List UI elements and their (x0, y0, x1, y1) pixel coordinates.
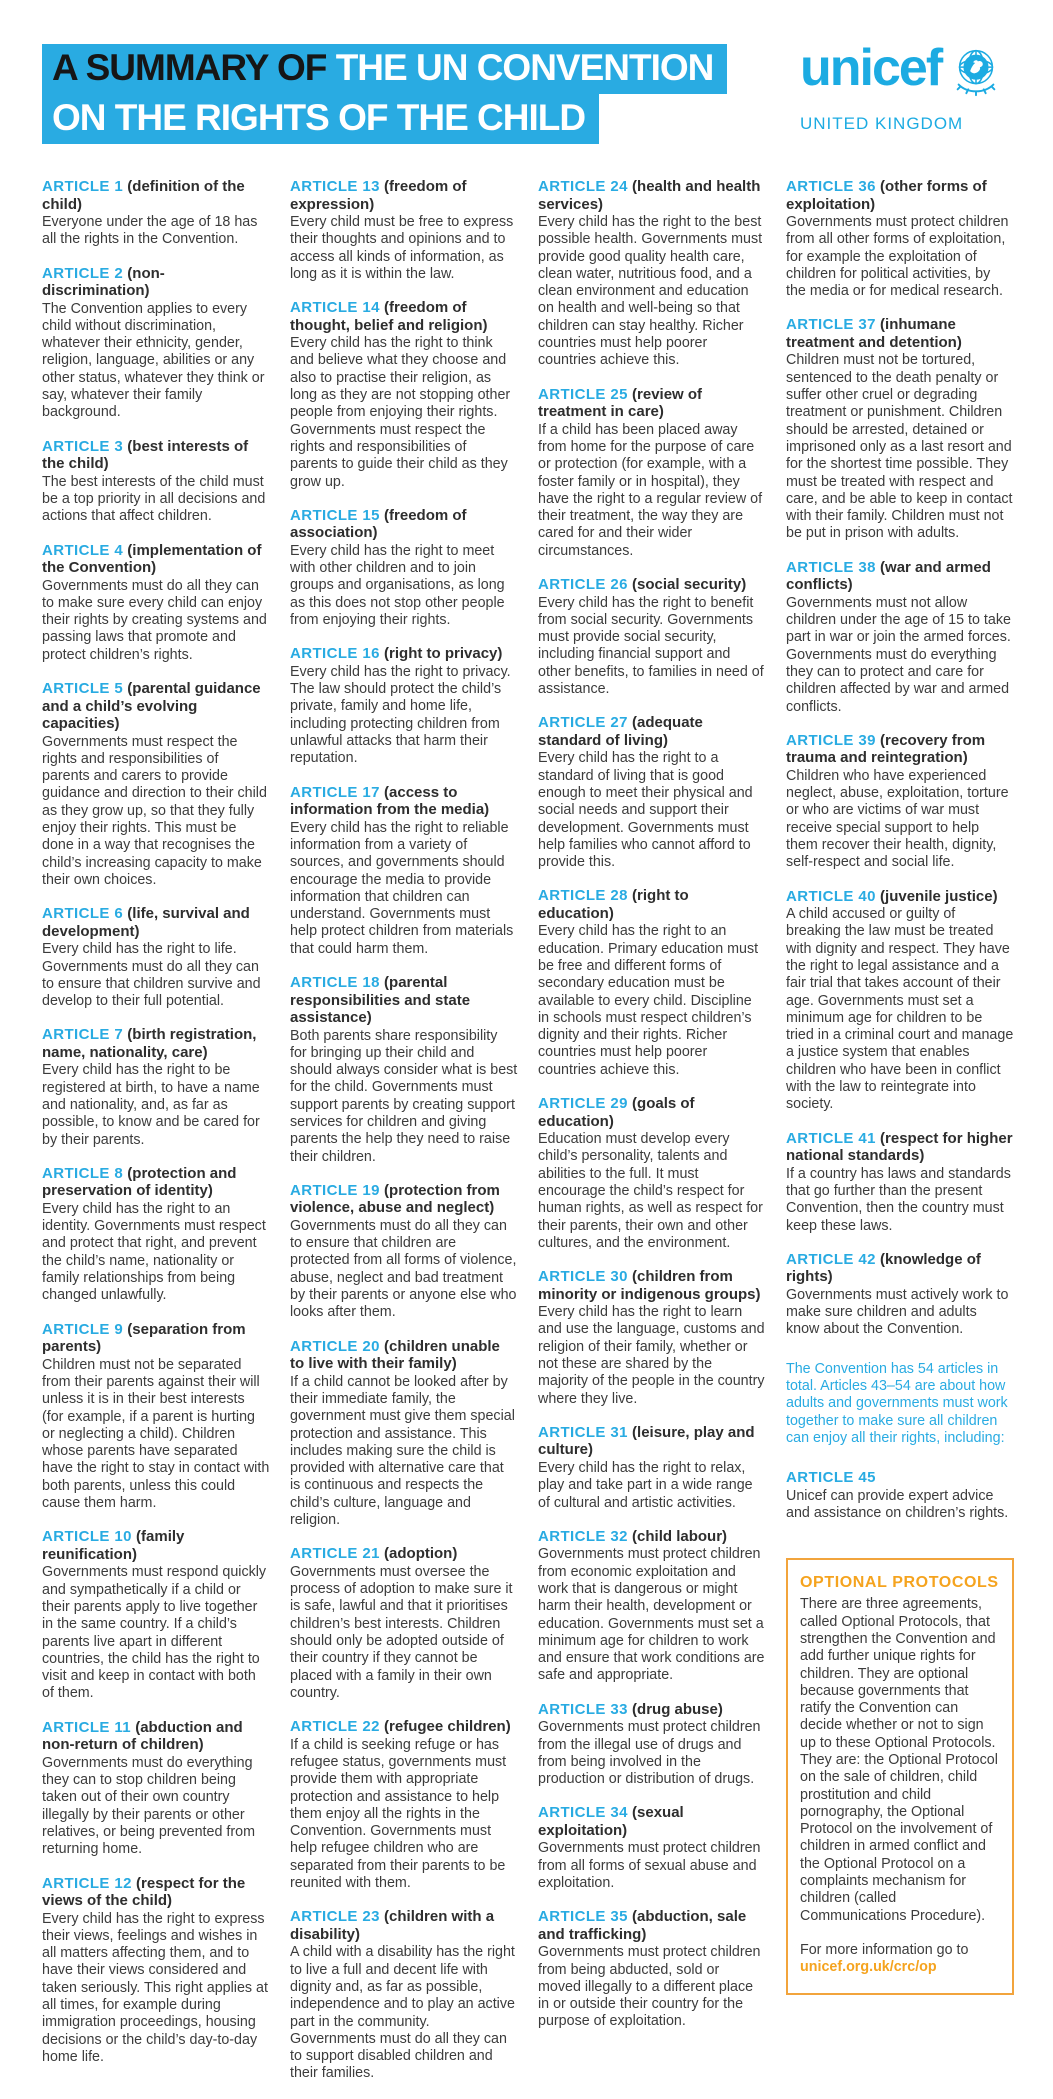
article-body: Every child has the right to life. Governments must do all they can to ensure that children survive and develop to their full potential. (42, 941, 261, 1010)
article-title: (review of treatment in care) (538, 385, 703, 421)
article-heading (538, 1701, 766, 1719)
article-heading (42, 1719, 270, 1754)
article-number: ARTICLE 38 (786, 558, 876, 576)
article-number: ARTICLE 25 (538, 385, 628, 403)
article-number: ARTICLE 1 (42, 178, 124, 195)
column-1 (42, 178, 270, 2099)
article-body: Governments must oversee the process of adoption to make sure it is safe, lawful and that it prioritises children’s best interests. Children should only be adopted outside of their country if they cannot be placed with a family in their own country. (290, 1563, 513, 1701)
article-heading (42, 1026, 270, 1061)
article-title: (life, survival and development) (42, 905, 250, 940)
article-1 (42, 178, 270, 249)
article-heading (290, 1545, 518, 1563)
article-number: ARTICLE 31 (538, 1423, 628, 1441)
article-number: ARTICLE 13 (290, 178, 380, 195)
article-number: ARTICLE 2 (42, 264, 124, 282)
article-title: (access to information from the media) (290, 783, 490, 819)
article-5 (42, 680, 270, 889)
article-body: Children who have experienced neglect, abuse, exploitation, torture or who are victims of war must receive special support to help them recover their health, dignity, self-respect and social life. (786, 767, 1009, 871)
article-38 (786, 559, 1014, 716)
article-number: ARTICLE 28 (538, 887, 628, 905)
article-heading (42, 1321, 270, 1356)
article-22 (290, 1718, 518, 1892)
title-line-1 (42, 44, 727, 94)
article-13 (290, 178, 518, 283)
article-heading (538, 887, 766, 922)
article-heading (538, 714, 766, 749)
article-body: Education must develop every child’s personality, talents and abilities to the full. It must encourage the child’s respect for human rights, as well as respect for their parents, their own and other cultures, and the environment. (538, 1131, 763, 1251)
article-body: Governments must respect the rights and responsibilities of parents and carers to provide guidance and direction to their child as they grow up, so that they fully enjoy their rights. This must be done in a way that recognises the child’s increasing capacity to make their own choices. (42, 733, 267, 888)
article-17 (290, 784, 518, 958)
article-heading (290, 974, 518, 1027)
title-line-2 (42, 94, 599, 144)
article-25 (538, 386, 766, 560)
article-heading (290, 1718, 518, 1736)
article-title: (abduction and non-return of children) (42, 1718, 243, 1754)
article-title: (sexual exploitation) (538, 1804, 684, 1839)
unicef-wordmark: unicef (800, 39, 942, 97)
article-heading (538, 1528, 766, 1546)
article-number: ARTICLE 29 (538, 1095, 628, 1113)
article-title: (drug abuse) (632, 1700, 723, 1718)
article-number: ARTICLE 5 (42, 680, 124, 698)
optional-protocols-body: There are three agreements, called Optional Protocols, that strengthen the Convention and add further unique rights for children. They are optional because governments that ratify the Convention can decide whether or not to sign up to these Optional Protocols. They are: the Optional Protocol on the sale of children, child prostitution and child pornography, the Optional Protocol on the involvement of children in armed conflict and the Optional Protocol on a complaints mechanism for children (called Communications Procedure). (800, 1596, 998, 1924)
article-title: (child labour) (632, 1527, 728, 1545)
article-42 (786, 1251, 1014, 1339)
article-number: ARTICLE 9 (42, 1320, 124, 1338)
article-heading (786, 888, 1014, 906)
article-body: If a country has laws and standards that go further than the present Convention, then the country must keep these laws. (786, 1165, 1011, 1234)
article-body: Every child has the right to be registered at birth, to have a name and nationality, and, as far as possible, to know and be cared for by their parents. (42, 1062, 260, 1148)
article-number: ARTICLE 30 (538, 1268, 628, 1286)
article-number: ARTICLE 21 (290, 1545, 380, 1563)
optional-protocols-box (786, 1558, 1014, 1994)
article-title: (children from minority or indigenous groups) (538, 1268, 761, 1303)
article-6 (42, 905, 270, 1010)
article-title: (family reunification) (42, 1528, 185, 1563)
article-number: ARTICLE 10 (42, 1528, 132, 1546)
article-41 (786, 1130, 1014, 1235)
article-number: ARTICLE 22 (290, 1718, 380, 1736)
article-29 (538, 1095, 766, 1252)
article-body: Governments must do all they can to ensure that children are protected from all forms of violence, abuse, neglect and bad treatment by their parents or anyone else who looks after them. (290, 1217, 517, 1321)
article-body: Every child has the right to relax, play and take part in a wide range of cultural and artistic activities. (538, 1459, 753, 1511)
article-number: ARTICLE 33 (538, 1700, 628, 1718)
article-heading (538, 1424, 766, 1459)
article-number: ARTICLE 17 (290, 783, 380, 801)
article-title: (social security) (632, 576, 747, 594)
article-heading (290, 299, 518, 334)
article-31 (538, 1424, 766, 1512)
article-heading (786, 178, 1014, 213)
article-11 (42, 1719, 270, 1859)
article-number: ARTICLE 11 (42, 1718, 132, 1736)
article-body: Everyone under the age of 18 has all the rights in the Convention. (42, 214, 258, 248)
article-title: (goals of education) (538, 1095, 695, 1130)
article-34 (538, 1804, 766, 1892)
column-2 (290, 178, 518, 2099)
article-title: (non-discrimination) (42, 264, 165, 300)
article-body: If a child cannot be looked after by their immediate family, the government must give them special protection and assistance. This includes making sure the child is provided with alternative care that is continuous and respects the child’s culture, language and religion. (290, 1373, 515, 1529)
article-body: Every child has the right to an identity. Governments must respect and protect that right, and prevent the child’s name, nationality or family relationships from being changed unlawfully. (42, 1200, 266, 1304)
article-title: (adequate standard of living) (538, 714, 703, 749)
article-heading (42, 542, 270, 577)
article-heading (42, 680, 270, 733)
article-4 (42, 542, 270, 664)
article-number: ARTICLE 15 (290, 506, 380, 524)
article-body: Every child has the right to express their views, feelings and wishes in all matters affecting them, and to have their views considered and taken seriously. This right applies at all times, for example during immigration proceedings, housing decisions or the child’s day-to-day home life. (42, 1910, 268, 2065)
article-36 (786, 178, 1014, 300)
article-45 (786, 1469, 1014, 1522)
article-number: ARTICLE 4 (42, 541, 124, 559)
article-32 (538, 1528, 766, 1685)
article-number: ARTICLE 45 (786, 1469, 876, 1487)
article-33 (538, 1701, 766, 1789)
article-body: Governments must do everything they can to stop children being taken out of their own country illegally by their parents or other relatives, or being prevented from returning home. (42, 1754, 255, 1858)
article-number: ARTICLE 42 (786, 1250, 876, 1268)
unicef-emblem-icon (947, 42, 1005, 100)
article-21 (290, 1545, 518, 1702)
article-19 (290, 1182, 518, 1322)
article-title: (separation from parents) (42, 1320, 246, 1356)
article-number: ARTICLE 35 (538, 1908, 628, 1926)
article-body: Governments must protect children from being abducted, sold or moved illegally to a different place in or outside their country for the purpose of exploitation. (538, 1944, 761, 2030)
article-number: ARTICLE 39 (786, 731, 876, 749)
article-body: Every child has the right to reliable information from a variety of sources, and governments should encourage the media to provide information that children can understand. Governments must help protect children from materials that could harm them. (290, 819, 514, 957)
article-23 (290, 1908, 518, 2082)
unicef-logo (800, 40, 1020, 134)
article-39 (786, 732, 1014, 872)
title-part-black: A SUMMARY OF (52, 47, 336, 88)
article-heading (538, 178, 766, 213)
article-body: Governments must actively work to make sure children and adults know about the Convention. (786, 1286, 1009, 1338)
article-heading (786, 1251, 1014, 1286)
column-4 (786, 178, 1014, 2099)
article-title: (best interests of the child) (42, 437, 249, 473)
article-title: (freedom of expression) (290, 178, 467, 213)
article-title: (juvenile justice) (880, 887, 998, 905)
title-part-white: THE UN CONVENTION (335, 47, 714, 88)
article-title: (abduction, sale and trafficking) (538, 1908, 747, 1943)
article-body: Every child has the right to meet with other children and to join groups and organisations, as long as this does not stop other people from enjoying their rights. (290, 542, 505, 629)
article-body: Governments must do all they can to make sure every child can enjoy their rights by creating systems and passing laws that promote and protect children’s rights. (42, 577, 267, 663)
article-number: ARTICLE 24 (538, 178, 628, 195)
article-number: ARTICLE 26 (538, 576, 628, 594)
article-number: ARTICLE 6 (42, 905, 124, 923)
article-number: ARTICLE 40 (786, 887, 876, 905)
article-title: (freedom of association) (290, 506, 467, 542)
article-37 (786, 316, 1014, 542)
article-number: ARTICLE 23 (290, 1908, 380, 1926)
article-number: ARTICLE 19 (290, 1181, 380, 1199)
article-number: ARTICLE 12 (42, 1874, 132, 1892)
article-heading (538, 1908, 766, 1943)
article-heading (42, 438, 270, 473)
masthead (42, 44, 727, 144)
article-heading (290, 507, 518, 542)
article-12 (42, 1875, 270, 2067)
article-body: Every child has the right to an education. Primary education must be free and different forms of secondary education must be available to every child. Discipline in schools must respect children’s dignity and their rights. Richer countries must help poorer countries achieve this. (538, 923, 759, 1078)
article-title: (respect for the views of the child) (42, 1874, 246, 1909)
article-title: (children unable to live with their family) (290, 1337, 500, 1373)
article-title: (protection and preservation of identity) (42, 1164, 237, 1200)
article-body: Governments must protect children from all other forms of exploitation, for example the exploitation of children for political activities, by the media or for medical research. (786, 214, 1009, 300)
article-heading (538, 1804, 766, 1839)
article-9 (42, 1321, 270, 1513)
article-body: Every child must be free to express their thoughts and opinions and to access all kinds of information, as long as it is within the law. (290, 214, 514, 282)
article-30 (538, 1268, 766, 1408)
article-10 (42, 1528, 270, 1702)
column-3 (538, 178, 766, 2099)
articles-grid (42, 178, 1014, 2099)
article-body: Every child has the right to the best possible health. Governments must provide good quality health care, clean water, nutritious food, and a clean environment and education on health and well-being so that children can stay healthy. Richer countries must help poorer countries achieve this. (538, 214, 763, 369)
article-title: (knowledge of rights) (786, 1250, 981, 1286)
article-title: (implementation of the Convention) (42, 541, 262, 577)
article-24 (538, 178, 766, 370)
article-heading (786, 559, 1014, 594)
article-body: Governments must protect children from all forms of sexual abuse and exploitation. (538, 1840, 761, 1891)
article-35 (538, 1908, 766, 2030)
article-3 (42, 438, 270, 526)
article-title: (refugee children) (384, 1718, 511, 1736)
article-number: ARTICLE 34 (538, 1804, 628, 1822)
article-body: If a child has been placed away from home for the purpose of care or protection (for example, with a foster family or in hospital), they have the right to a regular review of their treatment, the way they are cared for and their wider circumstances. (538, 421, 763, 559)
article-18 (290, 974, 518, 1166)
article-number: ARTICLE 32 (538, 1527, 628, 1545)
article-heading (538, 386, 766, 421)
article-number: ARTICLE 7 (42, 1026, 124, 1044)
article-title: (children with a disability) (290, 1908, 495, 1943)
article-body: Governments must protect children from economic exploitation and work that is dangerous or might harm their health, development or education. Governments must set a minimum age for children to work and ensure that work conditions are safe and appropriate. (538, 1546, 765, 1684)
article-title: (right to education) (538, 887, 689, 922)
article-title: (recovery from trauma and reintegration) (786, 731, 986, 767)
article-40 (786, 888, 1014, 1114)
article-body: Every child has the right to privacy. The law should protect the child’s private, family and home life, including protecting children from unlawful attacks that harm their reputation. (290, 663, 511, 767)
article-heading (42, 178, 270, 213)
article-body: The Convention applies to every child without discrimination, whatever their ethnicity, gender, religion, language, abilities or any other status, whatever they think or say, whatever their family background. (42, 300, 265, 421)
article-number: ARTICLE 18 (290, 974, 380, 991)
article-heading (42, 1528, 270, 1563)
optional-protocols-more (800, 1942, 1000, 1977)
article-body: Both parents share responsibility for bringing up their child and should always consider what is best for the child. Governments must support parents by creating support services for children and giving parents the help they need to raise their children. (290, 1027, 518, 1165)
article-heading (290, 178, 518, 213)
article-body: Unicef can provide expert advice and assistance on children’s rights. (786, 1487, 1009, 1522)
article-title: (protection from violence, abuse and neglect) (290, 1181, 500, 1217)
article-heading (538, 576, 766, 594)
article-number: ARTICLE 14 (290, 299, 380, 317)
article-body: The best interests of the child must be a top priority in all decisions and actions that affect children. (42, 473, 266, 525)
article-title: (war and armed conflicts) (786, 558, 991, 594)
article-body: Governments must respond quickly and sympathetically if a child or their parents apply to live together in the same country. If a child’s parents live apart in different countries, the child has the right to visit and keep in contact with both of them. (42, 1564, 267, 1702)
article-title: (definition of the child) (42, 178, 245, 213)
article-number: ARTICLE 41 (786, 1129, 876, 1147)
article-14 (290, 299, 518, 491)
article-heading (290, 645, 518, 663)
article-body: A child with a disability has the right to live a full and decent life with dignity and, as far as possible, independence and to play an active part in the community. Governments must do all they can to support disabled children and their families. (290, 1944, 515, 2082)
article-body: A child accused or guilty of breaking the law must be treated with dignity and respect. They have the right to legal assistance and a fair trial that takes account of their age. Governments must set a minimum age for children to be tried in a criminal court and manage a justice system that enables children who have been in conflict with the law to reintegrate into society. (786, 906, 1014, 1113)
article-heading (786, 1130, 1014, 1165)
article-heading (42, 1875, 270, 1910)
unicef-crc-link[interactable]: unicef.org.uk/crc/op (800, 1959, 937, 1976)
article-number: ARTICLE 37 (786, 316, 876, 334)
article-heading (290, 1908, 518, 1943)
convention-note: The Convention has 54 articles in total. Articles 43–54 are about how adults and governments must work together to make sure all children can enjoy all their rights, including: (786, 1360, 1008, 1446)
article-heading (290, 1182, 518, 1217)
article-heading (42, 905, 270, 940)
unicef-country-label: UNITED KINGDOM (800, 114, 964, 133)
article-20 (290, 1338, 518, 1530)
article-title: (inhumane treatment and detention) (786, 316, 962, 351)
article-heading (538, 1095, 766, 1130)
page-title-line1 (52, 46, 713, 90)
article-27 (538, 714, 766, 871)
article-heading (786, 732, 1014, 767)
article-title: (parental responsibilities and state assistance) (290, 974, 471, 1026)
article-title: (respect for higher national standards) (786, 1129, 1013, 1165)
article-title: (leisure, play and culture) (538, 1423, 755, 1459)
article-16 (290, 645, 518, 767)
article-28 (538, 887, 766, 1079)
article-2 (42, 265, 270, 422)
article-body: Governments must protect children from the illegal use of drugs and from being involved in the production or distribution of drugs. (538, 1719, 761, 1788)
article-heading (786, 1469, 1014, 1487)
article-title: (birth registration, name, nationality, care) (42, 1026, 257, 1061)
article-title: (other forms of exploitation) (786, 178, 987, 213)
article-heading (290, 1338, 518, 1373)
article-7 (42, 1026, 270, 1148)
article-heading (42, 1165, 270, 1200)
article-body: Every child has the right to benefit from social security. Governments must provide social security, including financial support and other benefits, to families in need of assistance. (538, 594, 764, 698)
article-title: (freedom of thought, belief and religion) (290, 299, 488, 334)
more-info-text: For more information go to (800, 1941, 969, 1958)
article-number: ARTICLE 16 (290, 645, 380, 663)
article-heading (786, 316, 1014, 351)
article-number: ARTICLE 8 (42, 1164, 124, 1182)
article-heading (290, 784, 518, 819)
article-title: (parental guidance and a child’s evolving capacities) (42, 680, 261, 733)
page-title-line2: ON THE RIGHTS OF THE CHILD (52, 97, 586, 138)
article-body: Every child has the right to think and believe what they choose and also to practise their religion, as long as they are not stopping other people from enjoying their rights. Governments must respect the rights and responsibilities of parents to guide their child as they grow up. (290, 335, 511, 490)
article-body: Children must not be separated from their parents against their will unless it is in their best interests (for example, if a parent is hurting or neglecting a child). Children whose parents have separated have the right to stay in contact with both parents, unless this could cause them harm. (42, 1356, 270, 1512)
article-heading (42, 265, 270, 300)
article-number: ARTICLE 27 (538, 714, 628, 732)
article-title: (adoption) (384, 1545, 458, 1563)
article-body: If a child is seeking refuge or has refugee status, governments must provide them with appropriate protection and assistance to help them enjoy all the rights in the Convention. Governments must help refugee children who are separated from their parents to be reunited with them. (290, 1736, 507, 1892)
article-number: ARTICLE 20 (290, 1337, 380, 1355)
article-15 (290, 507, 518, 629)
article-26 (538, 576, 766, 698)
article-body: Children must not be tortured, sentenced to the death penalty or suffer other cruel or degrading treatment or punishment. Children should be arrested, detained or imprisoned only as a last resort and for the shortest time possible. They must be treated with respect and care, and be able to keep in contact with their family. Children must not be put in prison with adults. (786, 352, 1013, 542)
article-title: (right to privacy) (384, 645, 503, 663)
article-title: (health and health services) (538, 178, 761, 213)
article-body: Every child has the right to learn and use the language, customs and religion of their family, whether or not these are shared by the majority of the people in the country where they live. (538, 1304, 765, 1407)
article-heading (538, 1268, 766, 1303)
article-number: ARTICLE 36 (786, 178, 876, 195)
optional-protocols-heading: OPTIONAL PROTOCOLS (800, 1574, 999, 1592)
article-body: Every child has the right to a standard of living that is good enough to meet their physical and social needs and support their development. Governments must help families who cannot afford to provide this. (538, 750, 753, 871)
article-8 (42, 1165, 270, 1305)
article-number: ARTICLE 3 (42, 437, 124, 455)
article-body: Governments must not allow children under the age of 15 to take part in war or join the armed forces. Governments must do everything they can to protect and care for children affected by war and armed conflicts. (786, 594, 1011, 715)
